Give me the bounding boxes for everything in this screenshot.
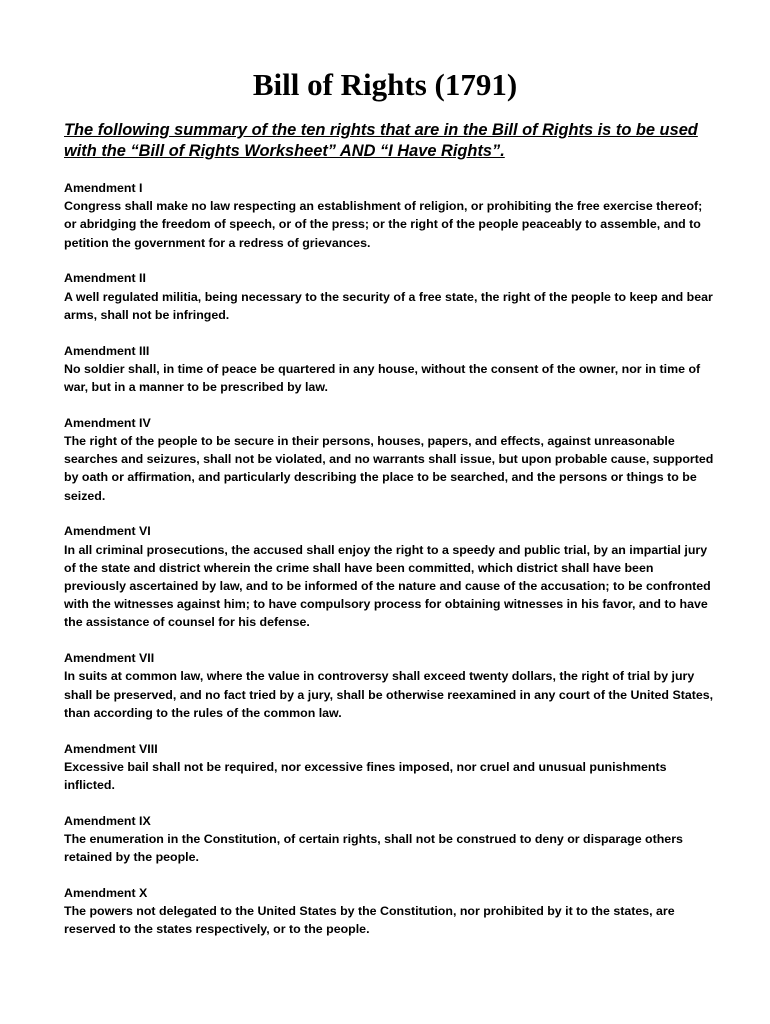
amendment-2 — [64, 269, 714, 324]
amendment-heading: Amendment IV — [64, 415, 151, 430]
amendment-text: Excessive bail shall not be required, nor excessive fines imposed, nor cruel and unusual punishments inflicted. — [64, 759, 667, 793]
amendment-heading: Amendment II — [64, 271, 146, 286]
amendment-heading: Amendment IX — [64, 813, 151, 828]
amendment-text: A well regulated militia, being necessary to the security of a free state, the right of the people to keep and bear arms, shall not be infringed. — [64, 289, 713, 322]
amendment-text: The right of the people to be secure in their persons, houses, papers, and effects, against unreasonable searches and seizures, shall not be violated, and no warrants shall issue, but upon probable cause, supported by oath or affirmation, and particularly describing the place to be searched, and the persons or things to be seized. — [64, 434, 714, 503]
amendment-3 — [64, 342, 714, 397]
amendment-heading: Amendment X — [64, 886, 148, 901]
amendment-text: In all criminal prosecutions, the accused shall enjoy the right to a speedy and public trial, by an impartial jury of the state and district wherein the crime shall have been committed, which district shall have been previously ascertained by law, and to be informed of the nature and cause of the accusation; to be confronted with the witnesses against him; to have compulsory process for obtaining witnesses in his favor, and to have the assistance of counsel for his defense. — [64, 542, 711, 630]
document-title: Bill of Rights (1791) — [252, 67, 518, 102]
amendment-8 — [64, 740, 714, 795]
amendment-heading: Amendment I — [64, 181, 143, 195]
amendment-10 — [64, 884, 714, 939]
amendment-heading: Amendment VIII — [64, 741, 158, 756]
amendment-7 — [64, 649, 714, 722]
amendment-heading: Amendment VII — [64, 651, 155, 666]
amendment-text: No soldier shall, in time of peace be quartered in any house, without the consent of the owner, nor in time of war, but in a manner to be prescribed by law. — [64, 361, 701, 395]
amendment-6 — [64, 522, 714, 631]
amendment-list — [64, 179, 714, 956]
amendment-9 — [64, 812, 714, 867]
amendment-4 — [64, 414, 714, 505]
amendment-text: In suits at common law, where the value in controversy shall exceed twenty dollars, the right of trial by jury shall be preserved, and no fact tried by a jury, shall be otherwise reexamined in any court of the United States, than according to the rules of the common law. — [64, 669, 714, 720]
amendment-heading: Amendment VI — [64, 524, 151, 539]
amendment-text: The enumeration in the Constitution, of certain rights, shall not be construed to deny or disparage others retained by the people. — [64, 832, 683, 865]
amendment-text: The powers not delegated to the United States by the Constitution, nor prohibited by it to the states, are reserved to the states respectively, or to the people. — [64, 904, 675, 937]
amendment-heading: Amendment III — [64, 343, 150, 358]
intro-text: The following summary of the ten rights that are in the Bill of Rights is to be used with the “Bill of Rights Worksheet” AND “I Have Rights”. — [64, 121, 698, 160]
amendment-1 — [64, 179, 714, 252]
amendment-text: Congress shall make no law respecting an establishment of religion, or prohibiting the free exercise thereof; or abridging the freedom of speech, or of the press; or the right of the people peaceably to assemble, and to petition the government for a redress of grievances. — [64, 199, 703, 250]
